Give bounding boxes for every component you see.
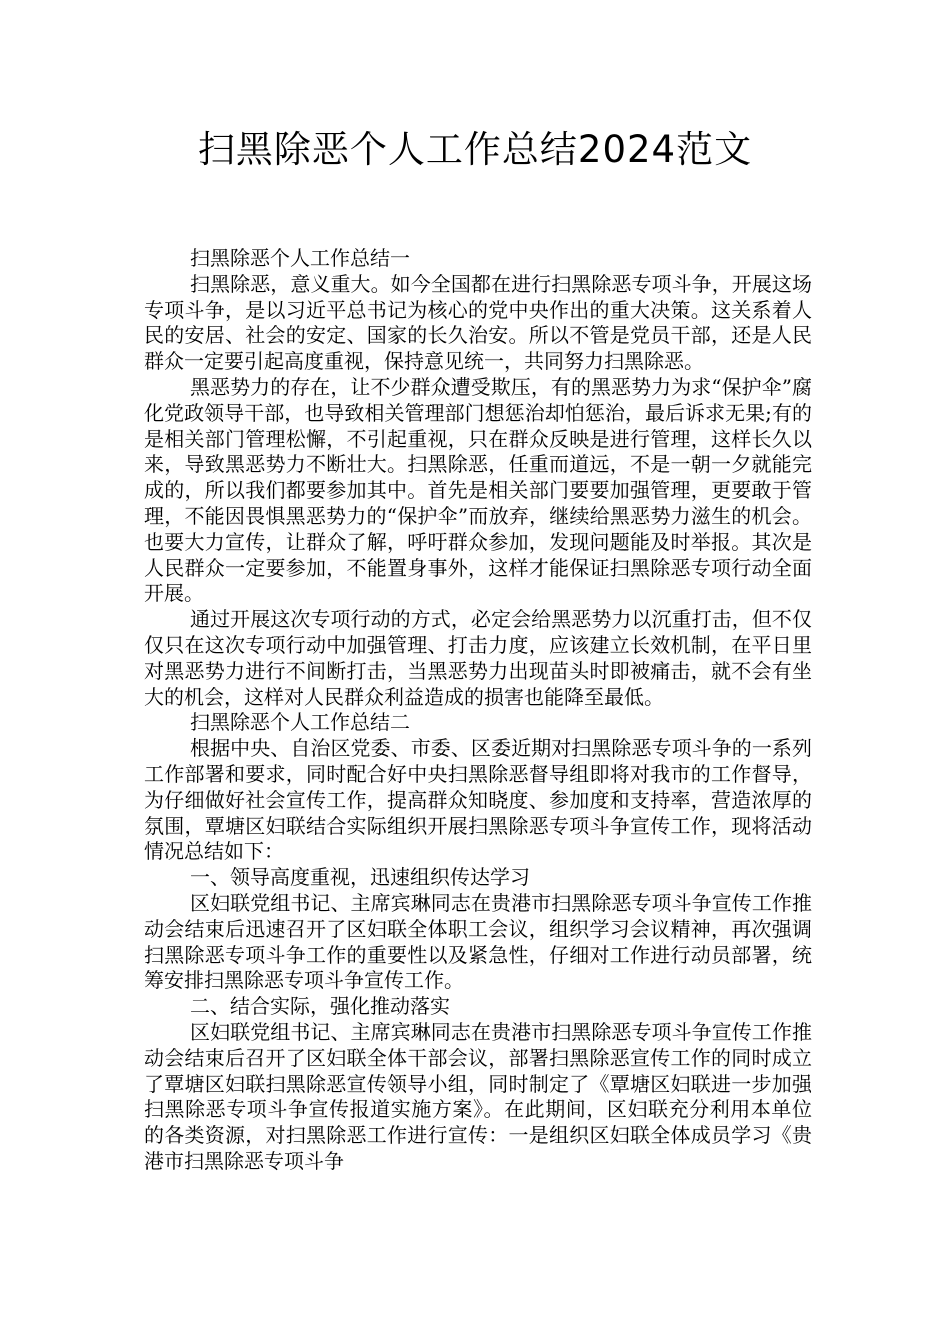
section-heading: 扫黑除恶个人工作总结一	[190, 246, 410, 270]
body-paragraph: 黑恶势力的存在，让不少群众遭受欺压，有的黑恶势力为求“保护伞”腐化党政领导干部，也导致相关管理部门想惩治却怕惩治，最后诉求无果;有的是相关部门管理松懈，不引起重视，只在群众反映是进行管理，这样长久以来，导致黑恶势力不断壮大。扫黑除恶，任重而道远，不是一朝一夕就能完成的，所以我们都要参加其中。首先是相关部门要要加强管理，更要敢于管理，不能因畏惧黑恶势力的“保护伞”而放弃，继续给黑恶势力滋生的机会。也要大力宣传，让群众了解，呼吁群众参加，发现问题能及时举报。其次是人民群众一定要参加，不能置身事外，这样才能保证扫黑除恶专项行动全面开展。	[144, 374, 812, 606]
document-body	[144, 246, 812, 1175]
body-paragraph: 扫黑除恶，意义重大。如今全国都在进行扫黑除恶专项斗争，开展这场专项斗争，是以习近平总书记为核心的党中央作出的重大决策。这关系着人民的安居、社会的安定、国家的长久治安。所以不管是党员干部，还是人民群众一定要引起高度重视，保持意见统一，共同努力扫黑除恶。	[144, 271, 812, 374]
body-paragraph: 根据中央、自治区党委、市委、区委近期对扫黑除恶专项斗争的一系列工作部署和要求，同时配合好中央扫黑除恶督导组即将对我市的工作督导，为仔细做好社会宣传工作，提高群众知晓度、参加度和支持率，营造浓厚的氛围，覃塘区妇联结合实际组织开展扫黑除恶专项斗争宣传工作，现将活动情况总结如下：	[144, 736, 812, 864]
document-title: 扫黑除恶个人工作总结2024范文	[197, 128, 753, 171]
section-heading: 扫黑除恶个人工作总结二	[190, 710, 410, 735]
subsection-heading: 一、领导高度重视，迅速组织传达学习	[190, 865, 530, 890]
body-paragraph: 通过开展这次专项行动的方式，必定会给黑恶势力以沉重打击，但不仅仅只在这次专项行动中加强管理、打击力度，应该建立长效机制，在平日里对黑恶势力进行不间断打击，当黑恶势力出现苗头时即被痛击，就不会有坐大的机会，这样对人民群众利益造成的损害也能降至最低。	[144, 607, 812, 709]
subsection-heading: 二、结合实际，强化推动落实	[190, 994, 450, 1019]
body-paragraph: 区妇联党组书记、主席宾琳同志在贵港市扫黑除恶专项斗争宣传工作推动会结束后召开了区妇联全体干部会议，部署扫黑除恶宣传工作的同时成立了覃塘区妇联扫黑除恶宣传领导小组，同时制定了《覃塘区妇联进一步加强扫黑除恶专项斗争宣传报道实施方案》。在此期间，区妇联充分利用本单位的各类资源，对扫黑除恶工作进行宣传：一是组织区妇联全体成员学习《贵港市扫黑除恶专项斗争	[144, 1019, 812, 1173]
body-paragraph: 区妇联党组书记、主席宾琳同志在贵港市扫黑除恶专项斗争宣传工作推动会结束后迅速召开了区妇联全体职工会议，组织学习会议精神，再次强调扫黑除恶专项斗争工作的重要性以及紧急性，仔细对工作进行动员部署，统筹安排扫黑除恶专项斗争宣传工作。	[144, 890, 812, 993]
